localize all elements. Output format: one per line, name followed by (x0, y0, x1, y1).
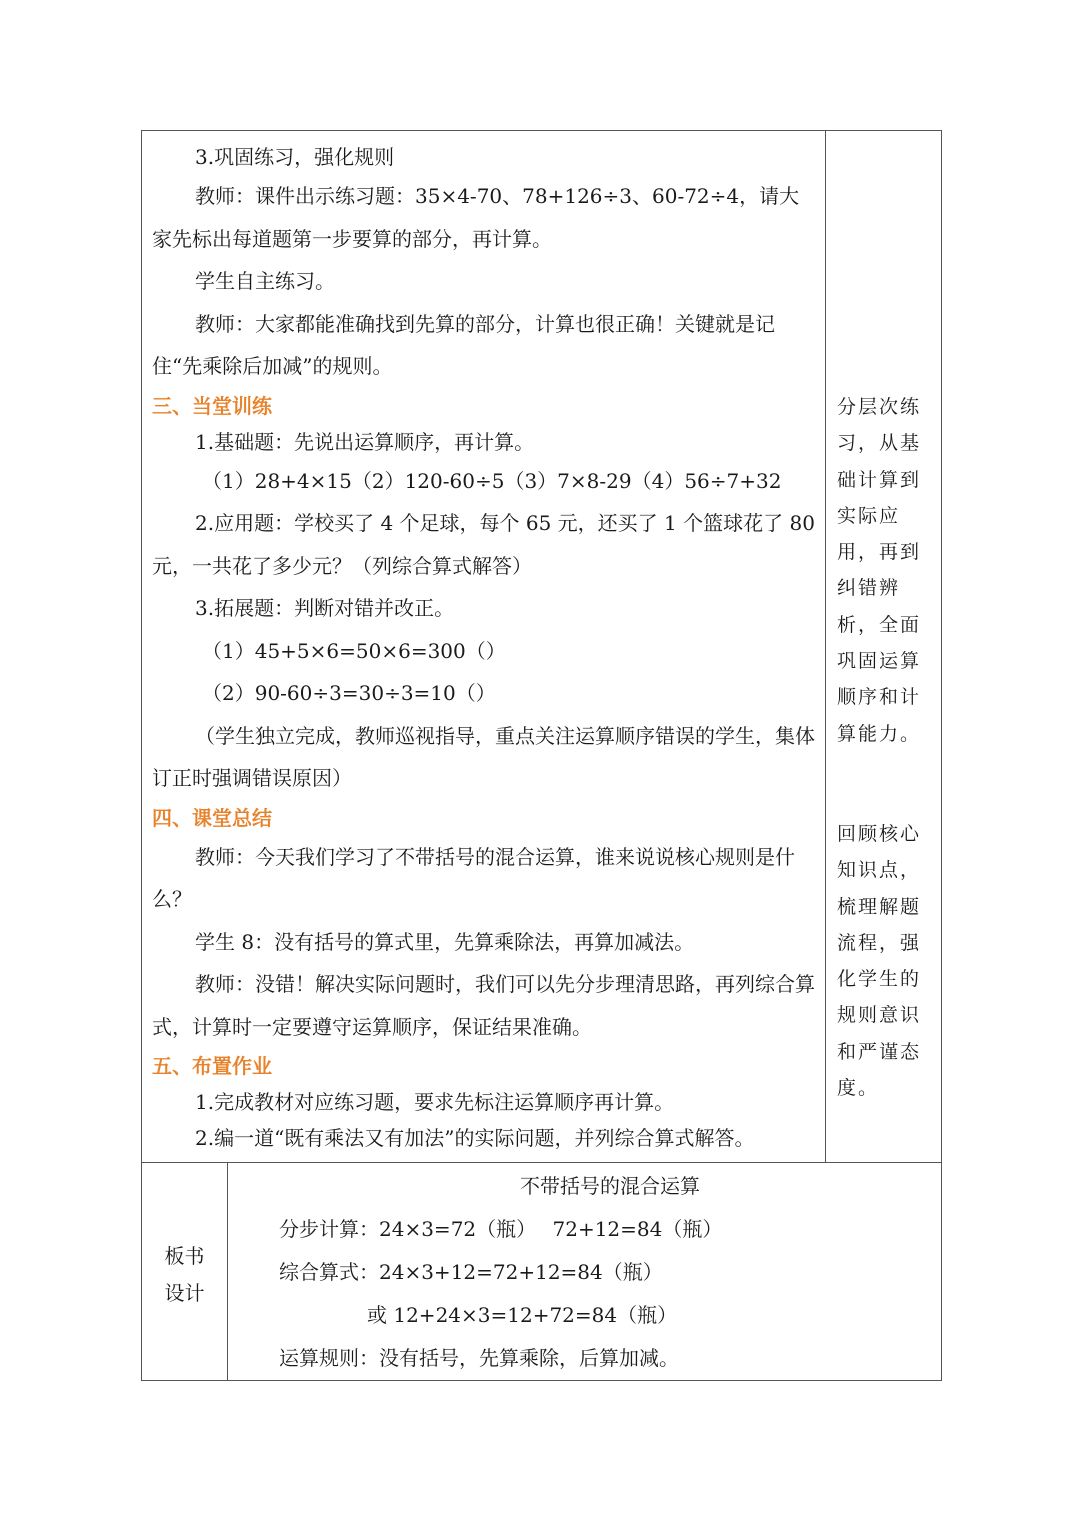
section3-teacher-1: 教师：课件出示练习题：35×4-70、78+126÷3、60-72÷4，请大家先标出每道题第一步要算的部分，再计算。 (152, 184, 800, 251)
homework-heading: 五、布置作业 (152, 1054, 272, 1078)
summary-student-8: 学生 8：没有括号的算式里，先算乘除法，再算加减法。 (195, 929, 695, 954)
process-row (142, 131, 942, 1163)
homework-item-1: 1.完成教材对应练习题，要求先标注运算顺序再计算。 (195, 1090, 675, 1114)
board-or-formula: 或 12+24×3=12+72=84（瓶） (367, 1303, 678, 1327)
board-row (142, 1163, 942, 1381)
board-label (142, 1163, 227, 1312)
process-content (142, 131, 825, 1156)
lesson-plan-table (141, 130, 942, 1381)
board-step-calc: 分步计算：24×3=72（瓶） 72+12=84（瓶） (279, 1217, 723, 1241)
homework-item-2: 2.编一道“既有乘法又有加法”的实际问题，并列综合算式解答。 (195, 1126, 755, 1150)
board-combined: 综合算式：24×3+12=72+12=84（瓶） (279, 1260, 663, 1284)
practice-basic: 1.基础题：先说出运算顺序，再计算。 (195, 429, 535, 454)
board-label-cell (142, 1163, 228, 1381)
practice-ext-2: （2）90-60÷3=30÷3=10（） (202, 681, 496, 705)
section3-item3-title: 3.巩固练习，强化规则 (195, 145, 395, 169)
practice-extension: 3.拓展题：判断对错并改正。 (195, 596, 455, 620)
summary-heading: 四、课堂总结 (152, 805, 272, 830)
practice-note: （学生独立完成，教师巡视指导，重点关注运算顺序错误的学生，集体订正时强调错误原因） (152, 723, 815, 790)
practice-basic-items: （1）28+4×15（2）120-60÷5（3）7×8-29（4）56÷7+32 (202, 468, 782, 493)
board-content-cell (228, 1163, 942, 1381)
board-content (228, 1163, 941, 1380)
section3-students: 学生自主练习。 (195, 269, 335, 293)
section3-teacher-2: 教师：大家都能准确找到先算的部分，计算也很正确！关键就是记住“先乘除后加减”的规则。 (152, 311, 775, 378)
design-note-1: 分层次练习，从基础计算到实际应用，再到纠错辨析，全面巩固运算顺序和计算能力。 (837, 396, 922, 745)
design-notes-cell (826, 131, 942, 1163)
board-label-line-1: 板书 (164, 1244, 205, 1268)
board-rule: 运算规则：没有括号，先算乘除，后算加减。 (279, 1346, 679, 1370)
board-label-line-2: 设计 (164, 1281, 205, 1305)
practice-ext-1: （1）45+5×6=50×6=300（） (202, 638, 506, 663)
summary-teacher-1: 教师：今天我们学习了不带括号的混合运算，谁来说说核心规则是什么？ (152, 844, 795, 911)
practice-applied: 2.应用题：学校买了 4 个足球，每个 65 元，还买了 1 个篮球花了 80 元，一共花了多少元？（列综合算式解答） (152, 511, 815, 578)
practice-heading: 三、当堂训练 (152, 393, 272, 418)
design-note-2: 回顾核心知识点，梳理解题流程，强化学生的规则意识和严谨态度。 (837, 822, 922, 1100)
board-title: 不带括号的混合运算 (520, 1174, 700, 1198)
process-cell (142, 131, 826, 1163)
summary-teacher-2: 教师：没错！解决实际问题时，我们可以先分步理清思路，再列综合算式，计算时一定要遵守运算顺序，保证结果准确。 (152, 972, 815, 1039)
